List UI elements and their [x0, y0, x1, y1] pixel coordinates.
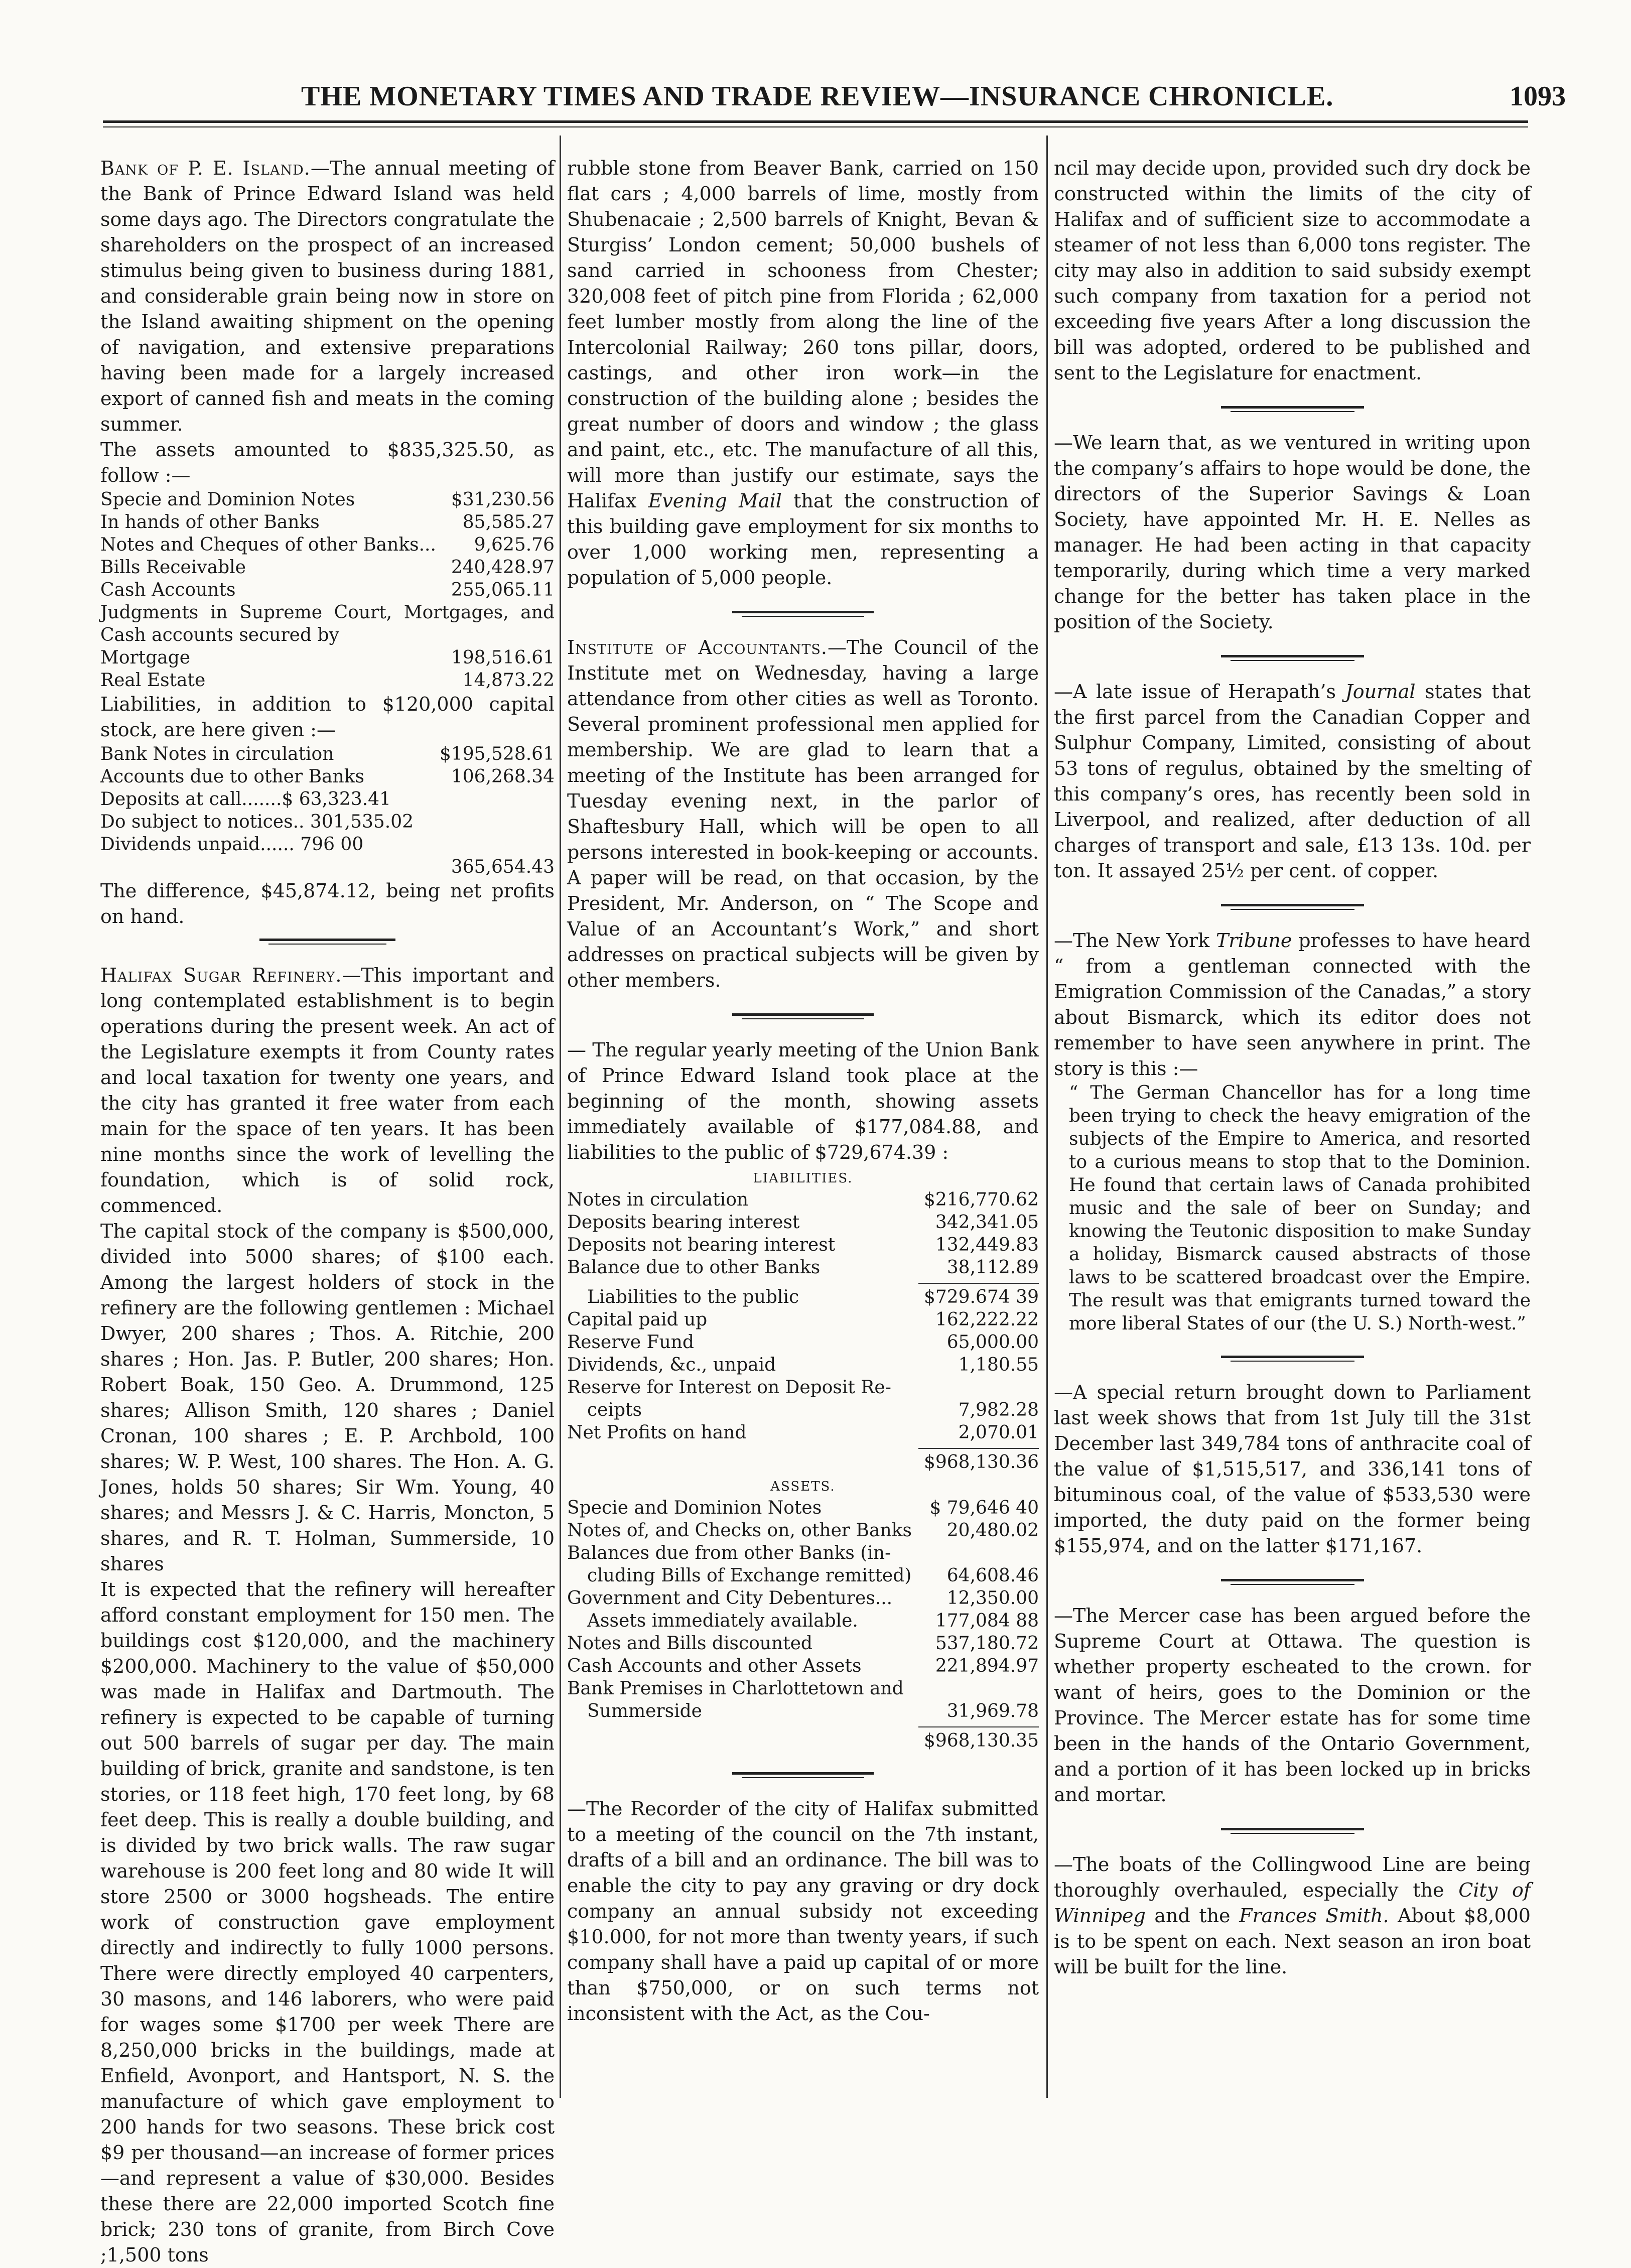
section-separator: [1054, 646, 1531, 668]
ledger-row: Deposits not bearing interest 132,449.83: [567, 1235, 1039, 1255]
page-number: 1093: [1510, 81, 1566, 112]
article-text: —The annual meeting of the Bank of Prince Edward Island was held some days ago. The Directors congratulate the shareholders on the prospect of an increased stimulus being given to business during 1881, and considerable grain being now in store on the Island awaiting shipment on the opening of navigation, and extensive preparations having been made for a largely increased export of canned fish and meats in the coming summer.: [100, 157, 555, 435]
ledger-total: $968,130.36: [923, 1452, 1039, 1473]
ledger-row: Liabilities to the public $729.674 39: [587, 1287, 1039, 1307]
ledger-row: Capital paid up 162,222.22: [567, 1309, 1039, 1330]
ledger-row: Reserve for Interest on Deposit Re-: [567, 1377, 891, 1398]
liabilities-list: [100, 743, 555, 878]
ledger-row: Cash Accounts and other Assets 221,894.97: [567, 1656, 1039, 1676]
ship-name: City of Winnipeg: [1054, 1879, 1531, 1927]
ledger-row: Real Estate 14,873.22: [100, 670, 555, 691]
ledger-row: Bank Premises in Charlottetown and: [567, 1678, 904, 1699]
ledger-row: Dividends unpaid...... 796 00: [100, 834, 364, 855]
ship-name: Frances Smith.: [1239, 1905, 1389, 1927]
ledger-row: ceipts 7,982.28: [587, 1400, 1039, 1420]
ledger-row: Bank Notes in circulation $195,528.61: [100, 744, 555, 764]
table-heading: LIABILITIES.: [753, 1171, 853, 1186]
article-pei-bank: [100, 156, 555, 437]
sum-rule: [918, 1448, 1039, 1449]
section-separator: [1054, 1570, 1531, 1592]
ledger-row: Balance due to other Banks 38,112.89: [567, 1257, 1039, 1278]
article-recorder-continued: ncil may decide upon, provided such dry dock be constructed within the limits of the city of Halifax and of sufficient size to accommodate a steamer of not less than 6,000 tons register. The city may also in addition to said subsidy exempt such company from taxation for a period not exceeding five years After a long discussion the bill was adopted, ordered to be published and sent to the Legislature for enactment.: [1054, 157, 1531, 384]
article-herapath: —A late issue of Herapath’s Journal states that the first parcel from the Canadian Copper and Sulphur Company, Limited, consisting of about 53 tons of regulus, obtained by the smelting of this company’s ores, has recently been sold in Liverpool, and realized, after deduction of all charges of transport and sale, £13 13s. 10d. per ton. It assayed 25½ per cent. of copper.: [1054, 681, 1531, 882]
ledger-row: Notes and Bills discounted 537,180.72: [567, 1633, 1039, 1654]
ledger-row: Do subject to notices.. 301,535.02: [100, 812, 414, 832]
ledger-row: Bills Receivable 240,428.97: [100, 557, 555, 578]
sum-rule: [918, 1283, 1039, 1284]
article-superior-savings: —We learn that, as we ventured in writing upon the company’s affairs to hope would be done, the directors of the Superior Savings & Loan Society, have appointed Mr. H. E. Nelles as manager. He had been acting in that capacity temporarily, during which time a very marked change for the better has taken place in the position of the Society.: [1054, 432, 1531, 633]
section-separator: [1054, 1819, 1531, 1841]
ledger-row: Balances due from other Banks (in-: [567, 1543, 891, 1563]
section-separator: [1054, 895, 1531, 917]
ledger-total: $968,130.35: [923, 1730, 1039, 1751]
ledger-row: cluding Bills of Exchange remitted) 64,608.46: [587, 1565, 1039, 1586]
ledger-row: Accounts due to other Banks 106,268.34: [100, 766, 555, 787]
union-assets-table: [567, 1497, 1039, 1752]
article-recorder: —The Recorder of the city of Halifax submitted to a meeting of the council on the 7th instant, drafts of a bill and an ordinance. The bill was to enable the city to pay any graving or dry dock company an annual subsidy not exceeding $10.000, for not more than twenty years, if such company shall have a paid up capital of or more than $750,000, or on such terms not inconsistent with the Act, as the Cou-: [567, 1798, 1039, 2025]
article-tribune: —The New York Tribune professes to have heard “ from a gentleman connected with the Emigration Commission of the Canadas,” a story about Bismarck, which its editor does not remember to have seen anywhere in print. The story is this :—: [1054, 929, 1531, 1080]
ledger-row: Notes in circulation $216,770.62: [567, 1189, 1039, 1210]
newspaper-name: Evening Mail: [648, 490, 782, 512]
ledger-row: Dividends, &c., unpaid 1,180.55: [567, 1355, 1039, 1375]
ledger-row: Deposits at call.......$ 63,323.41: [100, 789, 391, 810]
article-collingwood-line: —The boats of the Collingwood Line are being thoroughly overhauled, especially the City of Winnipeg and the Frances Smith. About $8,000 is to be spent on each. Next season an iron boat will be built for the line.: [1054, 1853, 1531, 1978]
union-liabilities-table: [567, 1188, 1039, 1474]
table-heading: ASSETS.: [770, 1479, 836, 1494]
ledger-row: Cash Accounts 255,065.11: [100, 580, 555, 600]
ledger-row: Mortgage 198,516.61: [100, 647, 555, 668]
article-heading: Halifax Sugar Refinery.: [100, 964, 342, 986]
section-separator: [567, 1763, 1039, 1785]
article-institute: [567, 635, 1039, 993]
journal-name: Journal: [1345, 681, 1416, 703]
ledger-total: 365,654.43: [451, 857, 555, 877]
page-header: [60, 75, 1566, 115]
assets-intro: The assets amounted to $835,325.50, as follow :—: [100, 439, 555, 486]
article-text: —The Council of the Institute met on Wednesday, having a large attendance from other cities as well as Toronto. Several prominent professional men applied for membership. We are glad to learn that a meeting of the Institute has been arranged for Tuesday evening next, in the parlor of Shaftesbury Hall, which will be open to all persons interested in book-keeping or accounts. A paper will be read, on that occasion, by the President, Mr. Anderson, on “ The Scope and Value of an Accountant’s Work,” and short addresses on practical subjects will be given by other members.: [567, 636, 1039, 991]
publication-title: THE MONETARY TIMES AND TRADE REVIEW—INSURANCE CHRONICLE.: [301, 81, 1334, 112]
section-separator: [1054, 397, 1531, 419]
section-separator: [1054, 1347, 1531, 1369]
article-halifax-refinery: [100, 963, 555, 1219]
ledger-row: Notes of, and Checks on, other Banks 20,480.02: [567, 1520, 1039, 1541]
section-separator: [100, 929, 555, 952]
ledger-row: Net Profits on hand 2,070.01: [567, 1422, 1039, 1443]
article-halifax-continued: rubble stone from Beaver Bank, carried on 150 flat cars ; 4,000 barrels of lime, mostly from Shubenacaie ; 2,500 barrels of Knight, Bevan & Sturgiss’ London cement; 50,000 bushels of sand carried in schooness from Chester; 320,008 feet of pitch pine from Florida ; 62,000 feet lumber mostly from along the line of the Intercolonial Railway; 260 tons pillar, doors, castings, and other iron work—in the construction of the building alone ; besides the great number of doors and window ; the glass and paint, etc., etc. The manufacture of all this, will more than justify our estimate, says the Halifax Evening Mail that the construction of this building gave employment for six months to over 1,000 working men, representing a population of 5,000 people.: [567, 157, 1039, 589]
column-divider: [1046, 136, 1048, 2098]
ledger-label: Judgments in Supreme Court, Mortgages, and Cash accounts secured by: [100, 602, 555, 645]
article-paragraph: It is expected that the refinery will hereafter afford constant employment for 150 men. The buildings cost $120,000, and the machinery $200,000. Machinery to the value of $50,000 was made in Halifax and Dartmouth. The refinery is expected to be capable of turning out 500 barrels of sugar per day. The main building of brick, granite and sandstone, is ten stories, or 118 feet high, 170 feet long, by 68 feet deep. This is really a double building, and is divided by two brick walls. The raw sugar warehouse is 200 feet long and 80 wide It will store 2500 or 3000 hogsheads. The entire work of construction gave employment directly and indirectly to fully 1000 persons. There were directly employed 40 carpenters, 30 masons, and 146 laborers, who were paid for wages some $1700 per week There are 8,250,000 bricks in the buildings, made at Enfield, Avonport, and Hantsport, N. S. the manufacture of which gave employment to 200 hands for two seasons. These brick cost $9 per thousand—an increase of former prices—and represent a value of $30,000. Besides these there are 22,000 imported Scotch fine brick; 230 tons of granite, from Birch Cove ;1,500 tons: [100, 1578, 555, 2266]
ledger-row: Assets immediately available. 177,084 88: [587, 1611, 1039, 1631]
column-2: [567, 156, 1039, 2098]
tribune-quote: “ The German Chancellor has for a long time been trying to check the heavy emigration of the subjects of the Empire to America, and resorted to a curious means to stop that to the Dominion. He found that certain laws of Canada prohibited music and the sale of beer on Sunday; and knowing the Teutonic disposition to make Sunday a holiday, Bismarck caused abstracts of those laws to be scattered broadcast over the Empire. The result was that emigrants turned toward the more liberal States of our (the U. S.) North-west.”: [1069, 1083, 1531, 1334]
column-1: [100, 156, 555, 2266]
article-mercer-case: —The Mercer case has been argued before the Supreme Court at Ottawa. The question is whether property escheated to the crown. for want of heirs, goes to the Dominion or the Province. The Mercer estate has for some time been in the hands of the Ontario Government, and a portion of it has been locked up in bricks and mortar.: [1054, 1605, 1531, 1806]
column-divider: [560, 136, 561, 2098]
newspaper-name: Tribune: [1215, 929, 1292, 952]
header-rule-thin: [103, 126, 1528, 127]
column-3: [1054, 156, 1531, 2098]
ledger-row: Specie and Dominion Notes $ 79,646 40: [567, 1498, 1039, 1518]
ledger-row: Notes and Cheques of other Banks... 9,625.76: [100, 535, 555, 555]
article-heading: Bank of P. E. Island.: [100, 157, 311, 179]
ledger-row: Specie and Dominion Notes $31,230.56: [100, 489, 555, 510]
article-heading: Institute of Accountants.: [567, 636, 828, 658]
section-separator: [567, 602, 1039, 624]
article-union-bank: — The regular yearly meeting of the Union Bank of Prince Edward Island took place at the beginning of the month, showing assets immediately available of $177,084.88, and liabilities to the public of $729,674.39 :: [567, 1039, 1039, 1163]
ledger-row: Deposits bearing interest 342,341.05: [567, 1212, 1039, 1233]
ledger-row: Summerside 31,969.78: [587, 1701, 1039, 1721]
section-separator: [567, 1004, 1039, 1026]
difference-text: The difference, $45,874.12, being net profits on hand.: [100, 880, 555, 927]
assets-list: [100, 488, 555, 692]
header-rule: [103, 120, 1528, 123]
ledger-row: In hands of other Banks 85,585.27: [100, 512, 555, 532]
article-coal-return: —A special return brought down to Parliament last week shows that from 1st July till the 31st December last 349,784 tons of anthracite coal of the value of $1,515,517, and 336,141 tons of bituminous coal, of the value of $533,530 were imported, the duty paid on the former being $155,974, and on the latter $171,167.: [1054, 1381, 1531, 1557]
ledger-row: Reserve Fund 65,000.00: [567, 1332, 1039, 1353]
liabilities-intro: Liabilities, in addition to $120,000 capital stock, are here given :—: [100, 693, 555, 741]
ledger-row: Government and City Debentures... 12,350.00: [567, 1588, 1039, 1609]
article-paragraph: The capital stock of the company is $500,000, divided into 5000 shares; of $100 each. Among the largest holders of stock in the refinery are the following gentlemen : Michael Dwyer, 200 shares ; Thos. A. Ritchie, 200 shares ; Hon. Jas. P. Butler, 200 shares; Hon. Robert Boak, 150 Geo. A. Drummond, 125 shares; Allison Smith, 120 shares ; Daniel Cronan, 100 shares ; E. P. Archbold, 100 shares; W. P. West, 100 shares. The Hon. A. G. Jones, holds 50 shares; Sir Wm. Young, 40 shares; and Messrs J. & C. Harris, Moncton, 5 shares, and R. T. Holman, Summerside, 10 shares: [100, 1220, 555, 1575]
sum-rule: [918, 1726, 1039, 1727]
article-text: —This important and long contemplated establishment is to begin operations during the present week. An act of the Legislature exempts it from County rates and local taxation for twenty one years, and the city has granted it free water from each main for the space of ten years. It has been nine months since the work of levelling the foundation, which is of solid rock, commenced.: [100, 964, 555, 1217]
